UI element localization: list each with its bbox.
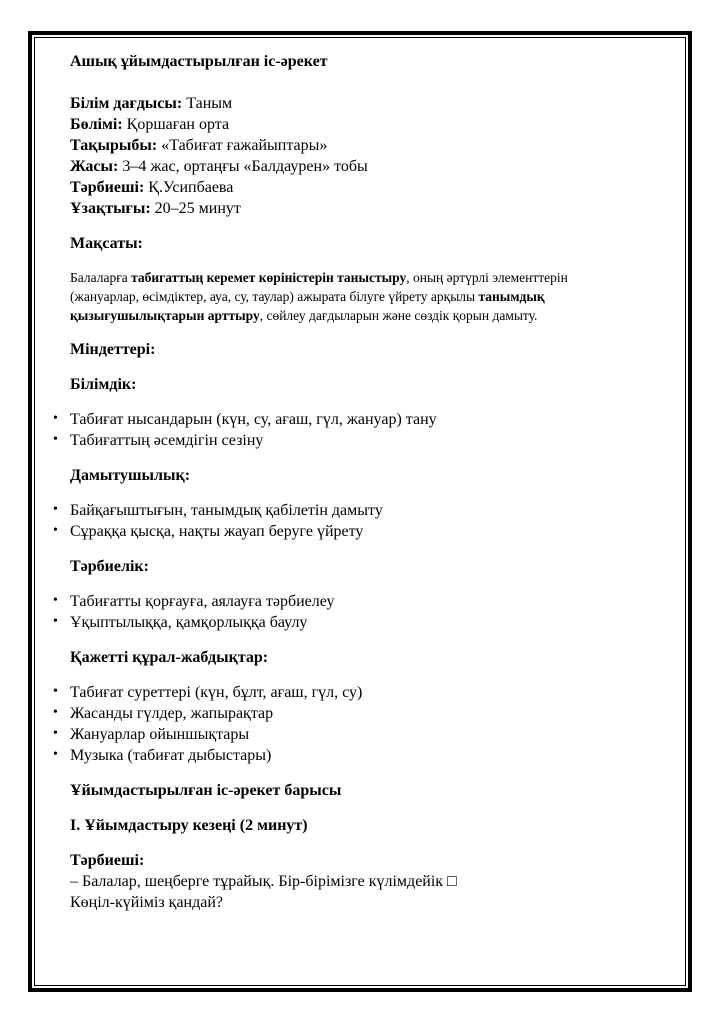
bullet-marker: • [53, 726, 58, 741]
bullet-item [53, 500, 655, 521]
bullet-item [53, 409, 655, 430]
bullet-item [53, 745, 655, 766]
text-run: танымдық [478, 289, 545, 304]
section-heading: Дамытушылық: [70, 467, 191, 484]
meta-value: Қоршаған орта [126, 116, 230, 133]
meta-row [70, 93, 655, 114]
bullet-text: Сұраққа қысқа, нақты жауап беруге үйрету [70, 523, 364, 540]
meta-row [70, 156, 655, 177]
bullet-text: Жануарлар ойыншықтары [70, 726, 250, 743]
dialogue-line: – Балалар, шеңберге тұрайық. Бір-бірімізге күлімдейік □ [70, 873, 457, 890]
goal-heading: Мақсаты: [70, 235, 143, 252]
bullet-list [53, 591, 655, 633]
text-run: табигаттың керемет көріністерін таныстыру [131, 270, 407, 285]
section-heading: Білімдік: [70, 376, 137, 393]
meta-row [70, 177, 655, 198]
page-title: Ашық ұйымдастырылған іс-әрекет [70, 53, 328, 70]
bullet-list [53, 682, 655, 766]
bullet-item [53, 430, 655, 451]
text-run: Балаларға [70, 270, 132, 285]
meta-value: 3–4 жас, ортаңғы «Балдаурен» тобы [122, 158, 368, 175]
goal-paragraph [70, 268, 655, 325]
bullet-text: Табиғат нысандарын (күн, су, ағаш, гүл, жануар) тану [70, 411, 437, 428]
meta-value: Таным [186, 95, 233, 112]
text-run: қызығушылықтарын арттыру [70, 308, 260, 323]
dialogue-line: Көңіл-күйіміз қандай? [70, 894, 224, 911]
meta-row [70, 135, 655, 156]
procedure-heading: Ұйымдастырылған іс-әрекет барысы [70, 782, 342, 799]
stage1-dialogue [70, 850, 655, 913]
bullet-item [53, 724, 655, 745]
bullet-marker: • [53, 705, 58, 720]
meta-row [70, 198, 655, 219]
section-equipment [53, 647, 655, 766]
meta-label: Бөлімі: [70, 116, 123, 133]
bullet-list [53, 500, 655, 542]
goal-line [70, 268, 655, 287]
bullet-text: Жасанды гүлдер, жапырақтар [70, 705, 274, 722]
bullet-item [53, 521, 655, 542]
tasks-heading: Міндеттері: [70, 341, 156, 358]
stage1-heading: I. Ұйымдастыру кезеңі (2 минут) [70, 817, 308, 834]
text-run: (жануарлар, өсімдіктер, ауа, су, таулар) ажырата білуге үйрету арқылы [70, 289, 479, 304]
section-bilimdik [53, 374, 655, 451]
bullet-text: Ұқыптылыққа, қамқорлыққа баулу [70, 614, 308, 631]
meta-value: 20–25 минут [154, 200, 241, 217]
bullet-marker: • [53, 502, 58, 517]
bullet-item [53, 612, 655, 633]
bullet-list [53, 409, 655, 451]
section-heading: Тәрбиелік: [70, 558, 149, 575]
bullet-text: Табиғатты қорғауға, аялауға тәрбиелеу [70, 593, 335, 610]
meta-block [70, 93, 655, 219]
bullet-marker: • [53, 684, 58, 699]
meta-label: Тәрбиеші: [70, 179, 145, 196]
text-run: , оның әртүрлі элементтерін [406, 270, 568, 285]
bullet-marker: • [53, 523, 58, 538]
page-border-inner [34, 37, 686, 986]
meta-label: Білім дағдысы: [70, 95, 183, 112]
page-border [28, 31, 692, 992]
bullet-item [53, 703, 655, 724]
bullet-marker: • [53, 747, 58, 762]
bullet-text: Музыка (табиғат дыбыстары) [70, 747, 272, 764]
document-content [35, 38, 685, 913]
goal-line [70, 306, 655, 325]
meta-row [70, 114, 655, 135]
bullet-marker: • [53, 593, 58, 608]
meta-label: Тақырыбы: [70, 137, 158, 154]
meta-label: Ұзақтығы: [70, 200, 151, 217]
meta-label: Жасы: [70, 158, 119, 175]
bullet-marker: • [53, 614, 58, 629]
text-run: , сөйлеу дағдыларын және сөздік қорын дамыту. [259, 308, 538, 323]
meta-value: Қ.Усипбаева [148, 179, 234, 196]
bullet-marker: • [53, 432, 58, 447]
bullet-text: Байқағыштығын, танымдық қабілетін дамыту [70, 502, 383, 519]
goal-line [70, 287, 655, 306]
section-tarbielik [53, 556, 655, 633]
bullet-marker: • [53, 411, 58, 426]
section-damytushylyk [53, 465, 655, 542]
speaker-label: Тәрбиеші: [70, 852, 145, 869]
meta-value: «Табиғат ғажайыптары» [161, 137, 328, 154]
bullet-text: Табиғаттың әсемдігін сезіну [70, 432, 264, 449]
section-heading: Қажетті құрал-жабдықтар: [70, 649, 269, 666]
bullet-text: Табиғат суреттері (күн, бұлт, ағаш, гүл, су) [70, 684, 363, 701]
bullet-item [53, 682, 655, 703]
bullet-item [53, 591, 655, 612]
